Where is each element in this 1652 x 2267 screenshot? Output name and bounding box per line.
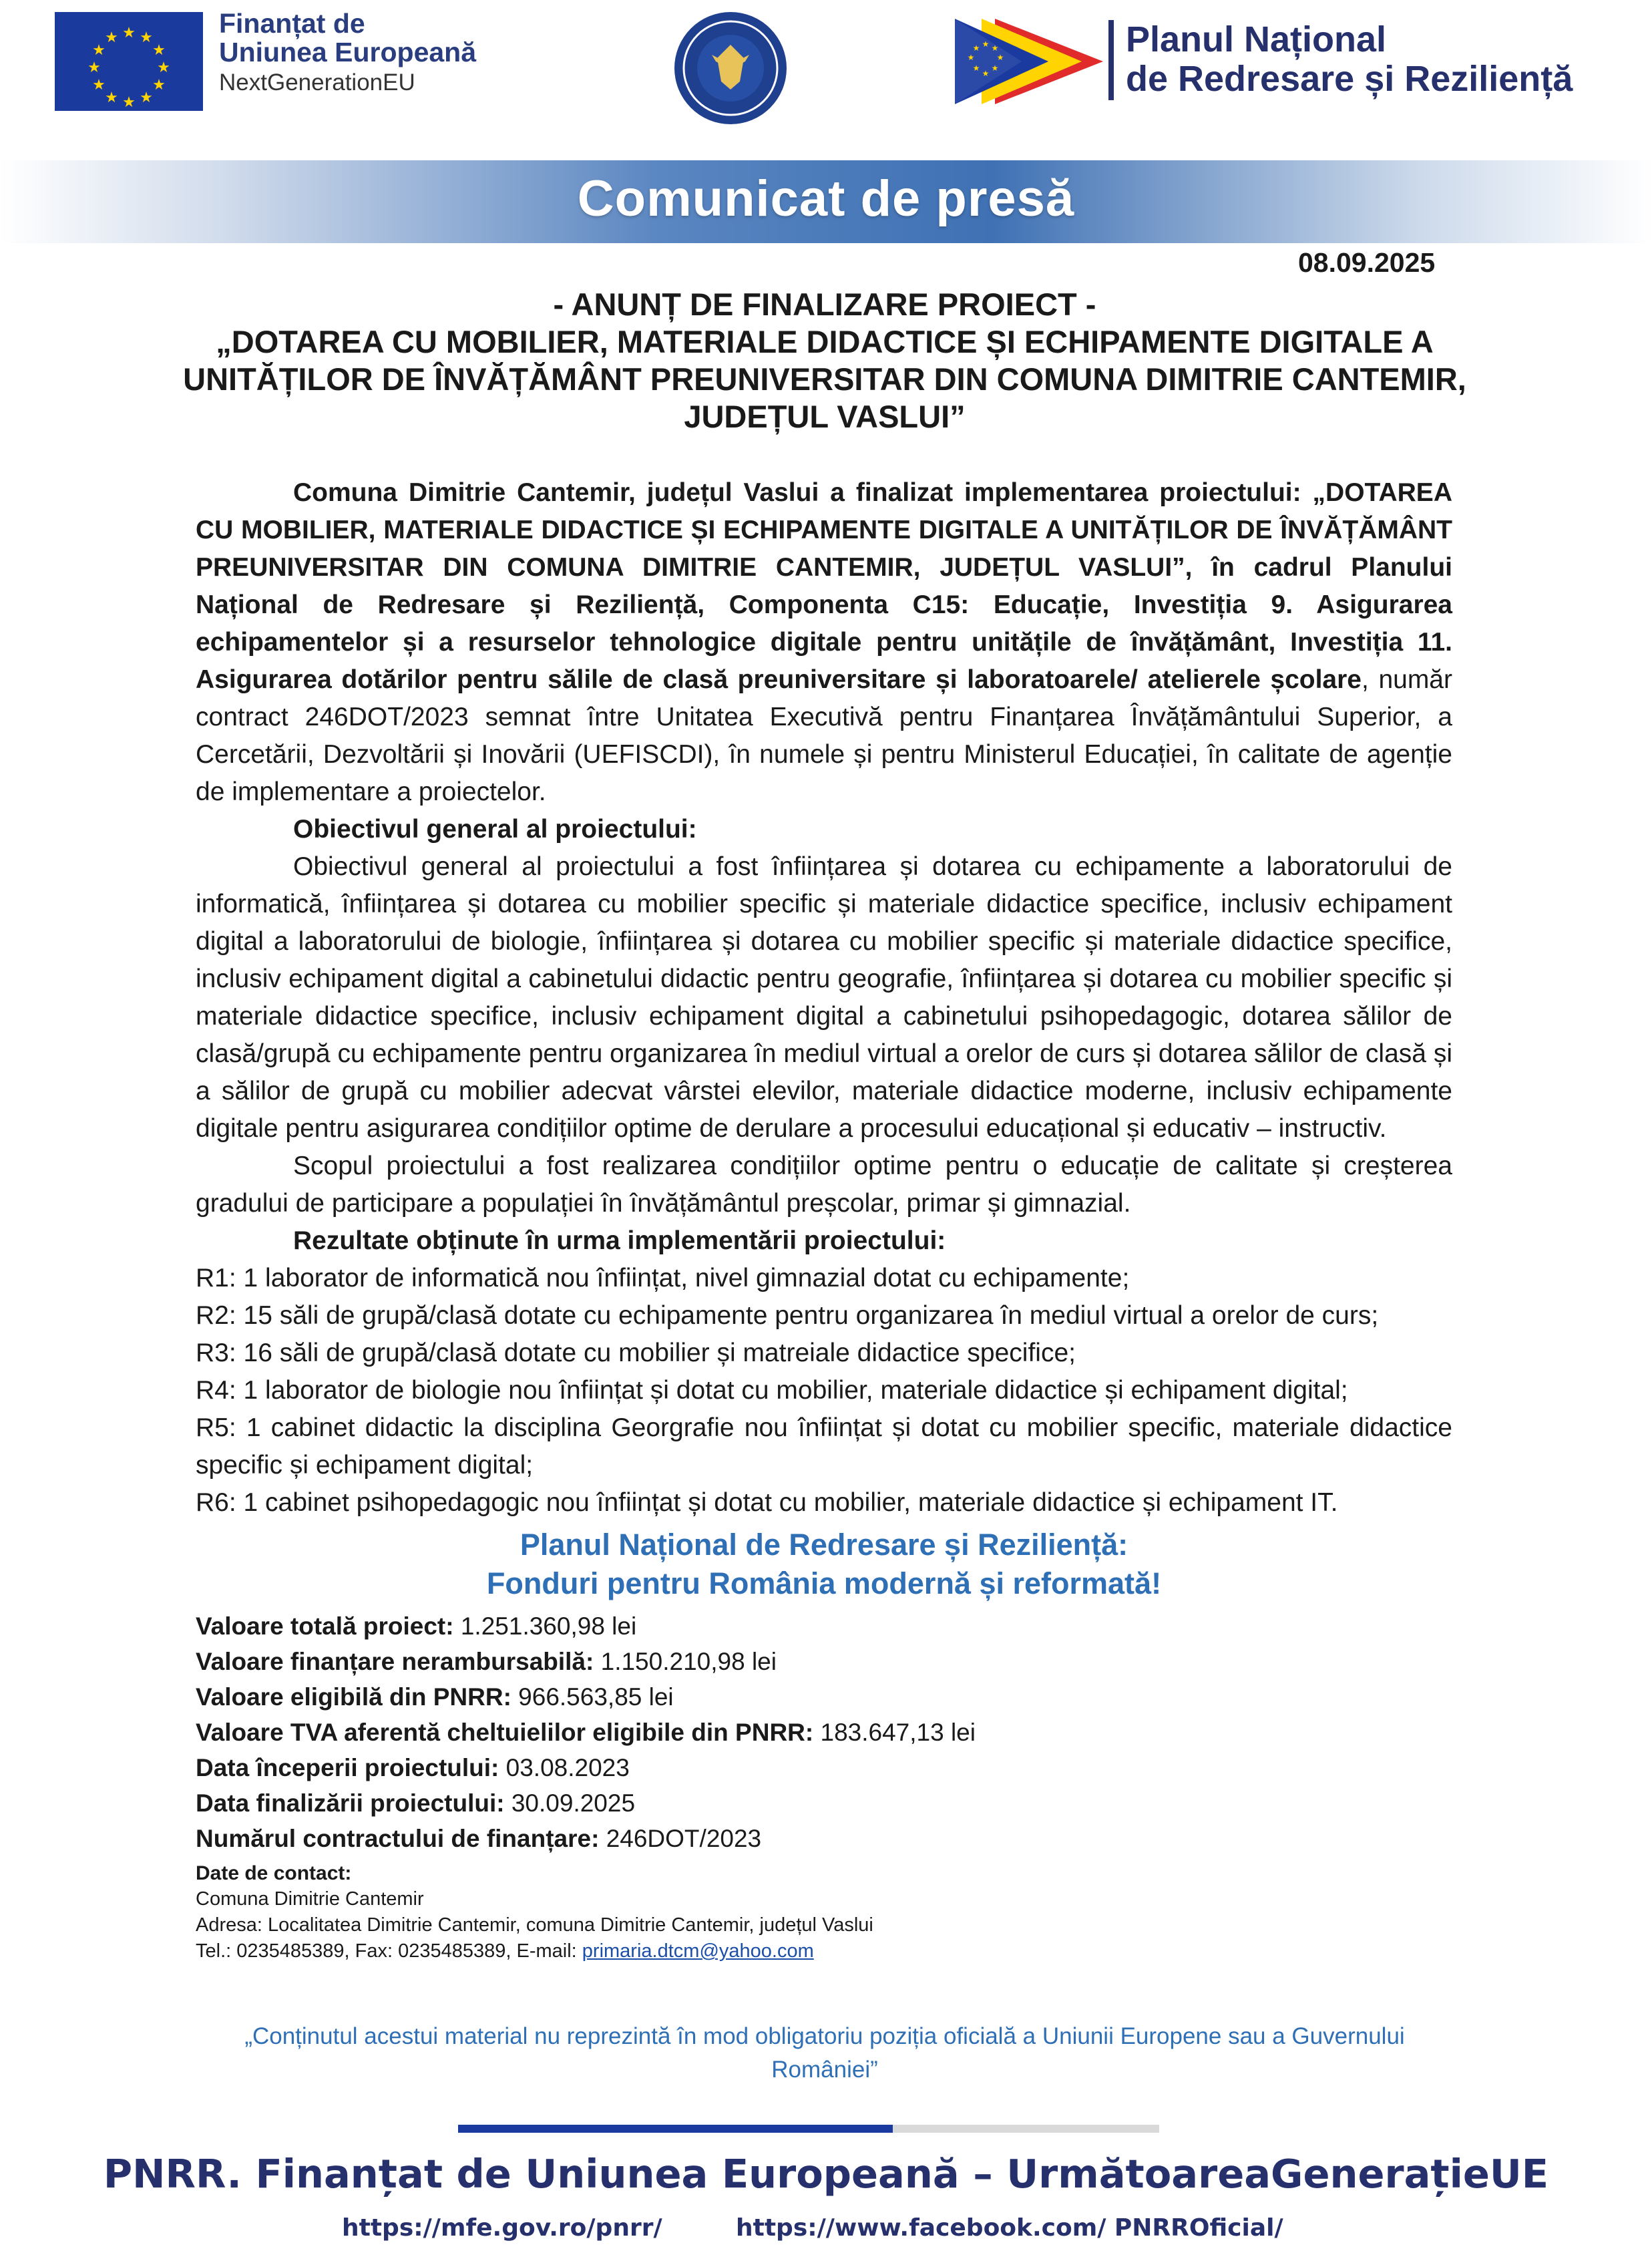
svg-text:★: ★ <box>152 42 166 59</box>
financial-label: Data începerii proiectului: <box>196 1754 499 1781</box>
result-item: R6: 1 cabinet psihopedagogic nou înființat și dotat cu mobilier, materiale didactice și echipament IT. <box>196 1488 1338 1517</box>
result-item: R3: 16 săli de grupă/clasă dotate cu mobilier și matreiale didactice specifice; <box>196 1339 1076 1367</box>
banner-title: Comunicat de presă <box>577 170 1075 227</box>
svg-text:★: ★ <box>152 77 166 94</box>
footer-link-facebook[interactable]: https://www.facebook.com/ PNRROficial/ <box>736 2214 1283 2242</box>
svg-text:★: ★ <box>122 94 136 111</box>
financial-row <box>196 1644 1452 1679</box>
objective-heading: Obiectivul general al proiectului: <box>293 815 697 844</box>
svg-text:★: ★ <box>92 42 106 59</box>
contact-phones <box>196 1938 1452 1964</box>
financial-row <box>196 1679 1452 1715</box>
contact-name: Comuna Dimitrie Cantemir <box>196 1888 424 1910</box>
svg-text:★: ★ <box>982 39 990 49</box>
pnrr-arrow-icon <box>955 19 1103 104</box>
contact-email-link[interactable]: primaria.dtcm@yahoo.com <box>582 1940 814 1962</box>
title-line2: „DOTAREA CU MOBILIER, MATERIALE DIDACTICE ȘI ECHIPAMENTE DIGITALE A UNITĂȚILOR DE ÎNVĂȚĂMÂNT PREUNIVERSITAR DIN COMUNA DIMITRIE CANTEMIR, JUDEȚUL VASLUI” <box>183 324 1466 434</box>
svg-text:★: ★ <box>982 69 990 78</box>
pnrr-flag-logo <box>955 19 1103 104</box>
intro-paragraph <box>196 474 1452 811</box>
contact-heading: Date de contact: <box>196 1862 352 1884</box>
result-item: R1: 1 laborator de informatică nou înființat, nivel gimnazial dotat cu echipamente; <box>196 1264 1130 1292</box>
svg-text:★: ★ <box>92 77 106 94</box>
financial-label: Data finalizării proiectului: <box>196 1789 505 1817</box>
result-item: R5: 1 cabinet didactic la disciplina Georgrafie nou înființat și dotat cu mobilier specific, materiale didactice specific și echipament digital; <box>196 1413 1452 1479</box>
svg-text:★: ★ <box>87 59 101 76</box>
svg-text:★: ★ <box>991 43 999 53</box>
financial-row <box>196 1608 1452 1644</box>
eu-disclaimer: „Conținutul acestui material nu reprezintă în mod obligatoriu poziția oficială a Uniunii Europene sau a Guvernului României” <box>244 2023 1405 2083</box>
document-body <box>196 474 1452 1964</box>
release-date: 08.09.2025 <box>1298 247 1436 278</box>
footer-title: PNRR. Finanțat de Uniunea Europeană – UrmătoareaGenerațieUE <box>103 2151 1549 2197</box>
financial-row <box>196 1821 1452 1856</box>
financial-label: Valoare TVA aferentă cheltuielilor eligibile din PNRR: <box>196 1719 814 1746</box>
financial-value: 03.08.2023 <box>499 1754 630 1781</box>
title-line1: - ANUNȚ DE FINALIZARE PROIECT - <box>553 287 1096 322</box>
contact-block <box>196 1860 1452 1964</box>
eu-text-line3: NextGenerationEU <box>219 69 415 96</box>
svg-text:★: ★ <box>140 29 153 46</box>
results-heading: Rezultate obținute în urma implementării proiectului: <box>293 1226 946 1255</box>
seal-icon <box>665 8 796 128</box>
svg-text:★: ★ <box>157 59 170 76</box>
financial-value: 1.150.210,98 lei <box>594 1648 777 1675</box>
intro-bold-text: Comuna Dimitrie Cantemir, județul Vaslui a finalizat implementarea proiectului: „DOTAREA CU MOBILIER, MATERIALE DIDACTICE ȘI ECHIPAMENTE DIGITALE A UNITĂȚILOR DE ÎNVĂȚĂMÂNT PREUNIVERSITAR DIN COMUNA DIMITRIE CANTEMIR, JUDEȚUL VASLUI”, în cadrul Planului Național de Redresare și Reziliență, Componenta C15: Educație, Investiția 9. Asigurarea echipamentelor și a resurselor tehnologice digitale pentru unitățile de învățământ, Investiția 11. Asigurarea dotărilor pentru sălile de clasă preuniversitare și laboratoarele/ atelierele școlare <box>196 478 1452 694</box>
svg-text:★: ★ <box>967 53 975 62</box>
financial-details <box>196 1608 1452 1856</box>
svg-text:★: ★ <box>105 90 118 106</box>
eu-stars-icon <box>55 12 203 111</box>
eu-text-line2: Uniunea Europeană <box>219 37 477 68</box>
results-list <box>196 1260 1452 1522</box>
svg-text:★: ★ <box>140 90 153 106</box>
financial-value: 30.09.2025 <box>504 1789 636 1817</box>
svg-text:★: ★ <box>972 63 980 73</box>
slogan-line1: Planul Național de Redresare și Reziliență: <box>520 1528 1128 1562</box>
svg-text:★: ★ <box>996 53 1004 62</box>
financial-label: Valoare eligibilă din PNRR: <box>196 1683 511 1711</box>
financial-row <box>196 1715 1452 1750</box>
financial-value: 183.647,13 lei <box>813 1719 976 1746</box>
contact-phones-text: Tel.: 0235485389, Fax: 0235485389, E-mail: <box>196 1940 582 1962</box>
svg-text:★: ★ <box>122 25 136 41</box>
pnrr-logo-text <box>1126 20 1573 100</box>
slogan-line2: Fonduri pentru România modernă și reformată! <box>486 1566 1162 1600</box>
footer-link-mfe[interactable]: https://mfe.gov.ro/pnrr/ <box>342 2214 662 2242</box>
svg-text:★: ★ <box>105 29 118 46</box>
press-release-banner <box>0 160 1652 243</box>
financial-row <box>196 1785 1452 1821</box>
svg-text:★: ★ <box>991 63 999 73</box>
footer-progress-fill <box>458 2125 893 2133</box>
objective-text: Obiectivul general al proiectului a fost înființarea și dotarea cu echipamente a laboratorului de informatică, înființarea și dotarea cu mobilier specific și materiale didactice specifice, inclusiv echipament digital a laboratorului de biologie, înființarea și dotarea cu mobilier specific și materiale didactice specifice, inclusiv echipament digital a cabinetului didactic pentru geografie, înființarea și dotarea cu mobilier specific și materiale didactice specifice, inclusiv echipament digital a cabinetului psihopedagogic, dotarea sălilor de clasă/grupă cu echipamente pentru organizarea în mediul virtual a orelor de curs și dotarea sălilor de clasă și a sălilor de grupă cu mobilier adecvat vârstei elevilor, materiale didactice moderne, inclusiv echipamente digitale pentru asigurarea condițiilor optime de derulare a procesului educațional și educativ – instructiv. <box>196 852 1452 1143</box>
financial-value: 246DOT/2023 <box>599 1825 762 1852</box>
svg-text:★: ★ <box>972 43 980 53</box>
financial-label: Valoare totală proiect: <box>196 1612 454 1640</box>
eu-funding-text <box>219 9 476 96</box>
intro-normal-text: , număr contract 246DOT/2023 semnat între Unitatea Executivă pentru Finanțarea Învățământului Superior, a Cercetării, Dezvoltării și Inovării (UEFISCDI), în numele și pentru Ministerul Educației, în calitate de agenție de implementare a proiectelor. <box>196 665 1452 806</box>
pnrr-text-line2: de Redresare și Reziliență <box>1126 59 1573 100</box>
government-seal-logo <box>665 8 796 128</box>
eu-text-line1: Finanțat de <box>219 8 365 39</box>
financial-label: Valoare finanțare nerambursabilă: <box>196 1648 594 1675</box>
pnrr-divider <box>1108 20 1114 100</box>
financial-row <box>196 1750 1452 1785</box>
contact-address: Adresa: Localitatea Dimitrie Cantemir, comuna Dimitrie Cantemir, județul Vaslui <box>196 1914 873 1936</box>
document-title <box>167 286 1482 435</box>
pnrr-slogan <box>196 1526 1452 1603</box>
financial-value: 966.563,85 lei <box>511 1683 674 1711</box>
footer-progress-bar <box>458 2125 1159 2133</box>
financial-label: Numărul contractului de finanțare: <box>196 1825 600 1852</box>
result-item: R2: 15 săli de grupă/clasă dotate cu echipamente pentru organizarea în mediul virtual a orelor de curs; <box>196 1301 1379 1330</box>
result-item: R4: 1 laborator de biologie nou înființat și dotat cu mobilier, materiale didactice și echipament digital; <box>196 1376 1348 1405</box>
eu-flag-logo <box>55 12 203 111</box>
financial-value: 1.251.360,98 lei <box>453 1612 637 1640</box>
pnrr-text-line1: Planul Național <box>1126 19 1387 59</box>
scope-text: Scopul proiectului a fost realizarea condițiilor optime pentru o educație de calitate și creșterea gradului de participare a populației în învățământul preșcolar, primar și gimnazial. <box>196 1152 1452 1218</box>
